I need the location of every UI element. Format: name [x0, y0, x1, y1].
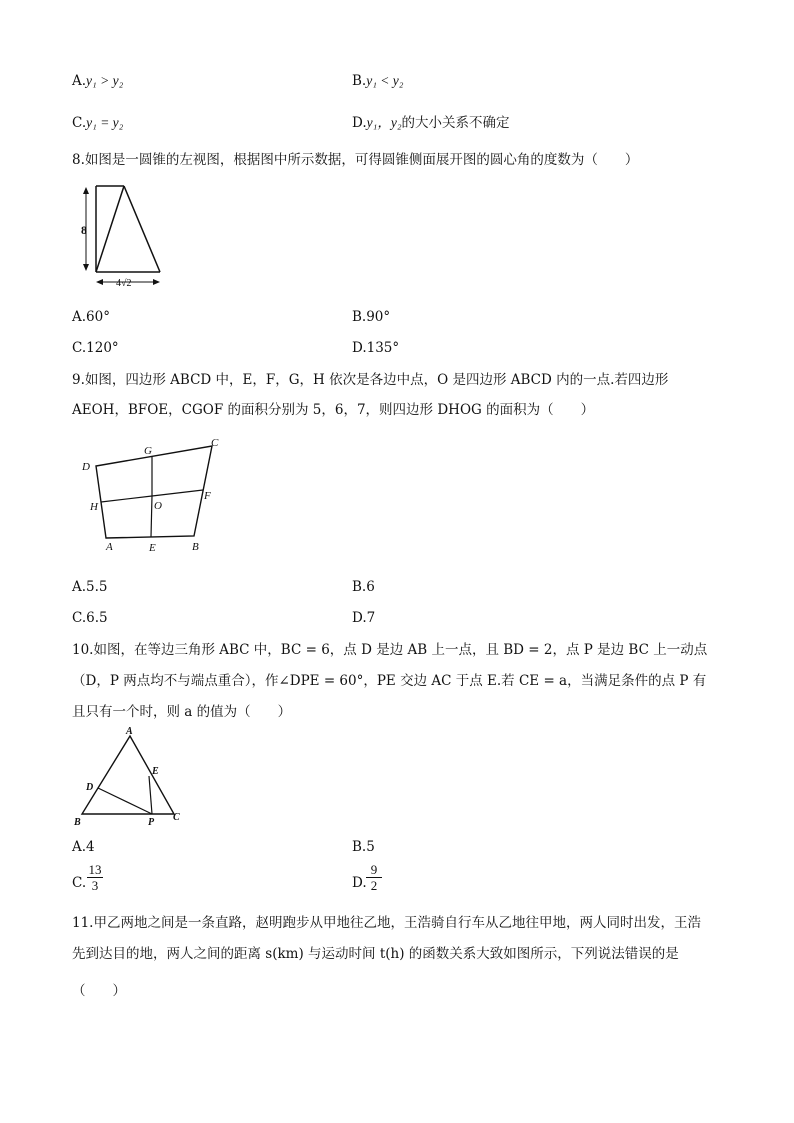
- label-c: C: [173, 812, 180, 823]
- q10-triangle-figure: [72, 728, 192, 828]
- denominator: 2: [370, 878, 378, 893]
- q8-stem: 8.如图是一圆锥的左视图，根据图中所示数据，可得圆锥侧面展开图的圆心角的度数为（ ）: [72, 152, 639, 168]
- q11-stem-line1: 11.甲乙两地之间是一条直路，赵明跑步从甲地往乙地，王浩骑自行车从乙地往甲地，两人同时出发，王浩: [72, 915, 701, 931]
- fraction: [366, 862, 382, 893]
- label-a: A: [106, 541, 113, 553]
- cone-side: [124, 186, 160, 272]
- denominator: 3: [91, 878, 99, 893]
- label-g: G: [144, 445, 152, 457]
- q7-option-a[interactable]: [72, 72, 123, 90]
- q8-option-c[interactable]: C.120°: [72, 340, 119, 356]
- label-o: O: [154, 500, 162, 512]
- q7-option-d[interactable]: [352, 114, 510, 132]
- cone-side: [96, 186, 124, 272]
- q10-stem-line2: （D，P 两点均不与端点重合），作∠DPE = 60°，PE 交边 AC 于点 E.若 CE = a，当满足条件的点 P 有: [72, 673, 707, 689]
- label-d: D: [86, 782, 94, 793]
- base-arrow: [96, 279, 103, 285]
- fraction: [87, 862, 103, 893]
- label-b: B: [192, 541, 199, 553]
- q9-stem-line1: 9.如图，四边形 ABCD 中，E，F，G，H 依次是各边中点，O 是四边形 ABCD 内的一点.若四边形: [72, 372, 669, 388]
- label-a: A: [126, 726, 133, 737]
- q9-stem-line2: AEOH，BFOE，CGOF 的面积分别为 5，6，7，则四边形 DHOG 的面积为（ ）: [72, 402, 595, 418]
- q11-stem-line3: （ ）: [72, 983, 126, 999]
- segment-dp: [98, 788, 152, 814]
- option-label: D.: [352, 115, 367, 131]
- segment-pe: [149, 776, 152, 814]
- label-e: E: [149, 542, 156, 554]
- option-label: B.: [352, 73, 367, 89]
- q8-option-b[interactable]: B.90°: [352, 309, 391, 325]
- q9-option-b[interactable]: B.6: [352, 579, 375, 595]
- option-label: C.: [72, 875, 87, 891]
- numerator: 13: [88, 862, 102, 877]
- option-label: D.: [352, 875, 367, 891]
- q10-option-a[interactable]: A.4: [72, 839, 95, 855]
- label-f: F: [204, 490, 211, 502]
- q7-option-c[interactable]: [72, 114, 123, 132]
- label-c: C: [211, 437, 219, 449]
- height-label: 8: [81, 223, 87, 237]
- segment-of: [152, 490, 203, 496]
- height-arrow: [83, 264, 89, 271]
- q10-stem-line3: 且只有一个时，则 a 的值为（ ）: [72, 704, 292, 720]
- option-tail: 的大小关系不确定: [401, 115, 510, 131]
- label-e: E: [152, 766, 159, 777]
- q9-quadrilateral-figure: [76, 432, 236, 557]
- option-label: A.: [72, 73, 87, 89]
- segment-oe: [151, 496, 152, 537]
- q9-option-a[interactable]: A.5.5: [72, 579, 108, 595]
- label-h: H: [90, 501, 98, 513]
- q7-option-b[interactable]: [352, 72, 403, 90]
- base-label: 4√2: [116, 278, 132, 289]
- segment-ho: [101, 496, 152, 502]
- option-expr: y₁，y₂: [366, 115, 402, 130]
- q8-option-d[interactable]: D.135°: [352, 340, 400, 356]
- option-label: C.: [72, 115, 87, 131]
- q8-cone-figure: [72, 180, 172, 292]
- option-expr: y₁ < y₂: [366, 73, 404, 88]
- quad-abcd: [96, 446, 212, 538]
- base-arrow: [153, 279, 160, 285]
- label-b: B: [74, 817, 81, 828]
- label-p: P: [148, 817, 155, 828]
- q10-stem-line1: 10.如图，在等边三角形 ABC 中，BC = 6，点 D 是边 AB 上一点，且 BD = 2，点 P 是边 BC 上一动点: [72, 642, 708, 658]
- q10-option-b[interactable]: B.5: [352, 839, 375, 855]
- height-arrow: [83, 187, 89, 194]
- label-d: D: [82, 461, 90, 473]
- option-expr: y₁ > y₂: [86, 73, 124, 88]
- numerator: 9: [366, 862, 382, 878]
- q11-stem-line2: 先到达目的地，两人之间的距离 s(km) 与运动时间 t(h) 的函数关系大致如图所示，下列说法错误的是: [72, 946, 679, 962]
- q8-option-a[interactable]: A.60°: [72, 309, 110, 325]
- q9-option-c[interactable]: C.6.5: [72, 610, 108, 626]
- q9-option-d[interactable]: D.7: [352, 610, 376, 626]
- option-expr: y₁ = y₂: [86, 115, 124, 130]
